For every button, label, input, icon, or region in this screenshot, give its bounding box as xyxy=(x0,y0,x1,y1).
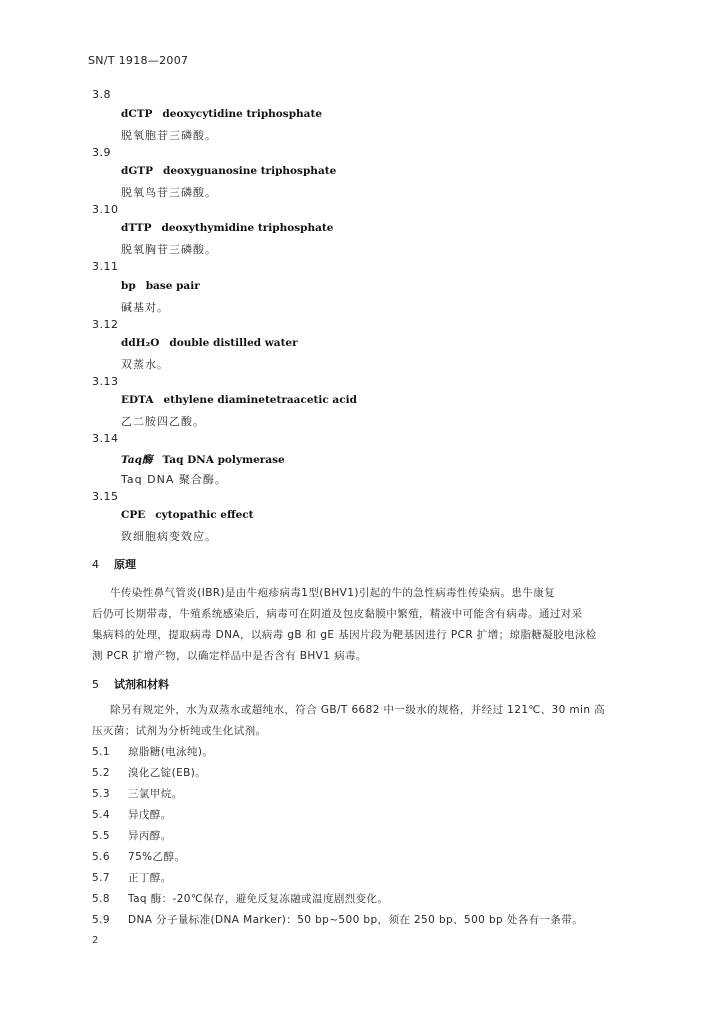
def-abbr: dCTP xyxy=(121,108,153,120)
def-term xyxy=(121,337,298,349)
item-text: 溴化乙锭(EB)。 xyxy=(128,767,207,779)
def-number: 3.10 xyxy=(92,203,119,216)
section-number: 4 xyxy=(92,558,99,571)
def-term xyxy=(121,394,357,406)
def-term xyxy=(121,280,200,292)
def-number: 3.8 xyxy=(92,88,111,101)
page-number: 2 xyxy=(92,935,99,946)
list-item xyxy=(92,807,172,822)
item-text: 异丙醇。 xyxy=(128,830,172,842)
paragraph-line: 集病料的处理，提取病毒 DNA，以病毒 gB 和 gE 基因片段为靶基因进行 PCR 扩增；琼脂糖凝胶电泳检 xyxy=(92,629,597,641)
def-english: cytopathic effect xyxy=(155,509,254,521)
def-abbr: CPE xyxy=(121,509,146,521)
list-item xyxy=(92,912,583,927)
item-text: 75%乙醇。 xyxy=(128,851,186,863)
item-number: 5.2 xyxy=(92,767,110,779)
paragraph-line: 压灭菌；试剂为分析纯或生化试剂。 xyxy=(92,725,267,737)
item-number: 5.7 xyxy=(92,872,110,884)
def-english: deoxythymidine triphosphate xyxy=(161,222,334,234)
paragraph-line: 除另有规定外，水为双蒸水或超纯水，符合 GB/T 6682 中一级水的规格，并经过 121℃、30 min 高 xyxy=(110,704,606,716)
list-item xyxy=(92,891,388,906)
def-english: deoxyguanosine triphosphate xyxy=(163,165,337,177)
def-chinese: 乙二胺四乙酸。 xyxy=(121,415,205,428)
item-text: 异戊醇。 xyxy=(128,809,172,821)
paragraph-line: 牛传染性鼻气管炎(IBR)是由牛疱疹病毒1型(BHV1)引起的牛的急性病毒性传染病。患牛康复 xyxy=(110,587,556,599)
paragraph-line: 测 PCR 扩增产物，以确定样品中是否含有 BHV1 病毒。 xyxy=(92,650,367,662)
def-english: ethylene diaminetetraacetic acid xyxy=(163,394,357,406)
list-item xyxy=(92,828,172,843)
def-chinese: Taq DNA 聚合酶。 xyxy=(121,473,227,486)
def-english: double distilled water xyxy=(169,337,298,349)
section-number: 5 xyxy=(92,678,99,691)
list-item xyxy=(92,786,183,801)
def-chinese: 脱氧鸟苷三磷酸。 xyxy=(121,186,217,199)
def-abbr: dTTP xyxy=(121,222,152,234)
item-number: 5.6 xyxy=(92,851,110,863)
item-text: Taq 酶：-20℃保存，避免反复冻融或温度剧烈变化。 xyxy=(128,893,389,905)
def-number: 3.15 xyxy=(92,490,119,503)
section-title: 原理 xyxy=(114,558,136,571)
paragraph-line: 后仍可长期带毒，牛殖系统感染后，病毒可在阴道及包皮黏膜中繁殖，精液中可能含有病毒。通过对采 xyxy=(92,608,583,620)
item-number: 5.5 xyxy=(92,830,110,842)
def-number: 3.9 xyxy=(92,146,111,159)
item-text: 正丁醇。 xyxy=(128,872,172,884)
def-term xyxy=(121,222,333,234)
def-english: Taq DNA polymerase xyxy=(162,454,285,466)
item-number: 5.1 xyxy=(92,746,110,758)
def-abbr: ddH₂O xyxy=(121,337,160,349)
def-english: deoxycytidine triphosphate xyxy=(162,108,323,120)
def-term xyxy=(121,509,254,521)
item-text: 三氯甲烷。 xyxy=(128,788,183,800)
def-chinese: 双蒸水。 xyxy=(121,358,169,371)
def-english: base pair xyxy=(145,280,200,292)
section-title: 试剂和材料 xyxy=(114,678,169,691)
list-item xyxy=(92,870,172,885)
def-number: 3.12 xyxy=(92,318,119,331)
def-term xyxy=(121,108,322,120)
list-item xyxy=(92,849,185,864)
list-item xyxy=(92,765,206,780)
item-number: 5.9 xyxy=(92,914,110,926)
list-item xyxy=(92,744,213,759)
def-chinese: 致细胞病变效应。 xyxy=(121,530,217,543)
item-text: 琼脂糖(电泳纯)。 xyxy=(128,746,214,758)
def-abbr: dGTP xyxy=(121,165,154,177)
def-chinese: 碱基对。 xyxy=(121,301,169,314)
def-term xyxy=(121,452,285,467)
def-abbr: bp xyxy=(121,280,136,292)
item-number: 5.4 xyxy=(92,809,110,821)
def-chinese: 脱氧胞苷三磷酸。 xyxy=(121,129,217,142)
item-text: DNA 分子量标准(DNA Marker)：50 bp~500 bp，须在 250 bp、500 bp 处各有一条带。 xyxy=(128,914,584,926)
def-abbr: EDTA xyxy=(121,394,154,406)
def-number: 3.11 xyxy=(92,260,119,273)
standard-header: SN/T 1918—2007 xyxy=(88,54,189,67)
def-term xyxy=(121,165,336,177)
item-number: 5.8 xyxy=(92,893,110,905)
section-heading xyxy=(92,676,169,692)
def-chinese: 脱氧胸苷三磷酸。 xyxy=(121,243,217,256)
def-abbr: Taq酶 xyxy=(121,454,153,466)
def-number: 3.14 xyxy=(92,432,119,445)
section-heading xyxy=(92,556,136,572)
item-number: 5.3 xyxy=(92,788,110,800)
def-number: 3.13 xyxy=(92,375,119,388)
